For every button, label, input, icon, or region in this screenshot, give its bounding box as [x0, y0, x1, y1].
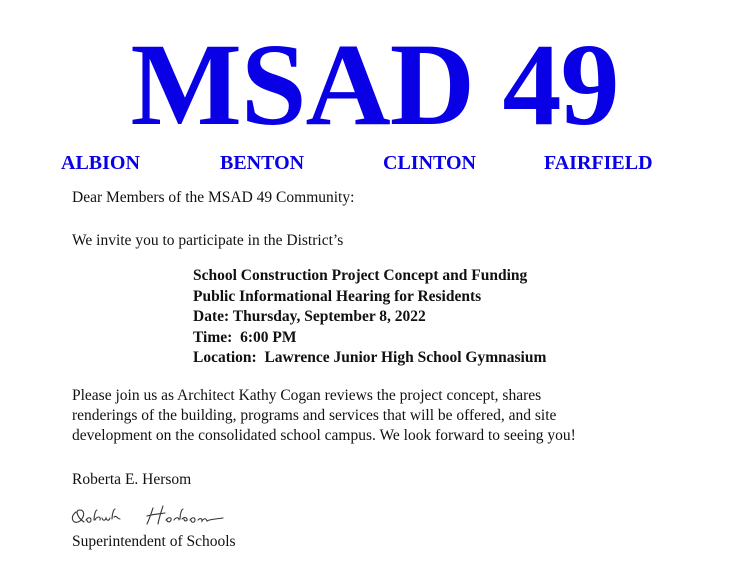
- town-fairfield: FAIRFIELD: [544, 152, 653, 174]
- town-albion: ALBION: [61, 152, 140, 174]
- event-subtitle: Public Informational Hearing for Residents: [193, 287, 482, 305]
- body-paragraph: [72, 386, 692, 446]
- body-line: Please join us as Architect Kathy Cogan reviews the project concept, shares: [72, 387, 542, 404]
- town-clinton: CLINTON: [383, 152, 476, 174]
- district-title: MSAD 49: [130, 19, 619, 150]
- body-line: renderings of the building, programs and services that will be offered, and site: [72, 407, 557, 424]
- invite-text: We invite you to participate in the District’s: [72, 232, 344, 249]
- salutation: Dear Members of the MSAD 49 Community:: [72, 189, 355, 206]
- event-location: Location: Lawrence Junior High School Gymnasium: [193, 349, 547, 366]
- signer-title: Superintendent of Schools: [72, 533, 236, 550]
- event-date: Date: Thursday, September 8, 2022: [193, 308, 426, 325]
- town-list: [0, 152, 749, 178]
- event-details: [193, 266, 546, 369]
- event-time: Time: 6:00 PM: [193, 328, 297, 346]
- event-title: School Construction Project Concept and Funding: [193, 267, 528, 284]
- body-line: development on the consolidated school campus. We look forward to seeing you!: [72, 427, 576, 444]
- town-benton: BENTON: [220, 152, 305, 174]
- signature-icon: [68, 502, 228, 532]
- signer-name: Roberta E. Hersom: [72, 471, 192, 488]
